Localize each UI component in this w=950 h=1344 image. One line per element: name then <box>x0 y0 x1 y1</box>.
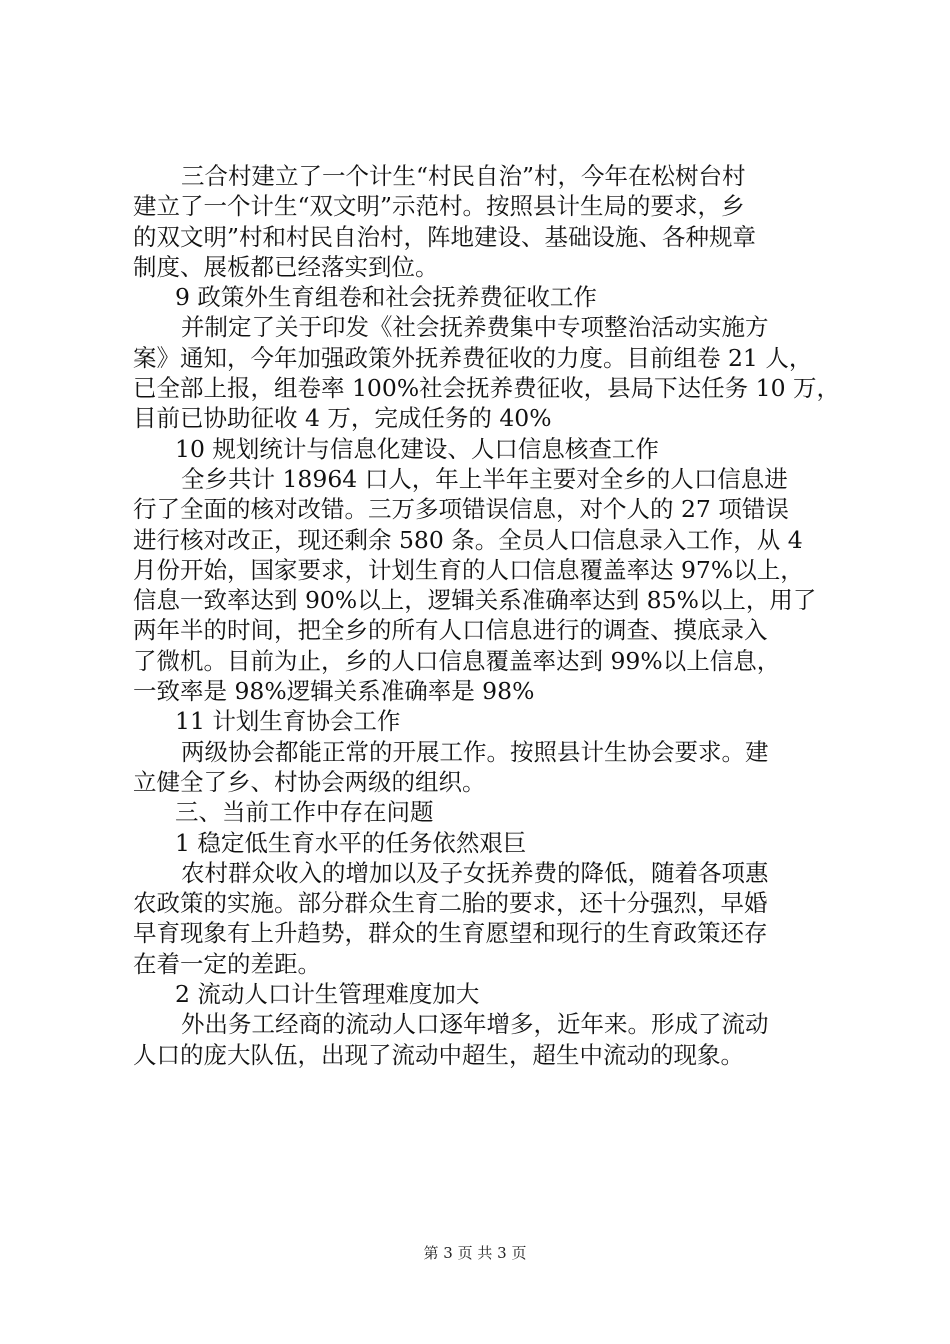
paragraph-line: 早育现象有上升趋势，群众的生育愿望和现行的生育政策还存 <box>133 919 768 948</box>
paragraph-line: 案》通知，今年加强政策外抚养费征收的力度。目前组卷 21 人， <box>133 343 813 372</box>
body-paragraph <box>133 312 840 433</box>
section-heading <box>133 434 833 464</box>
body-paragraph <box>133 858 833 979</box>
body-paragraph <box>133 737 833 798</box>
paragraph-line: 月份开始，国家要求，计划生育的人口信息覆盖率达 97%以上， <box>133 555 804 584</box>
section-heading <box>133 282 833 312</box>
heading-text: 10 规划统计与信息化建设、人口信息核查工作 <box>175 434 659 463</box>
paragraph-line: 的双文明”村和村民自治村，阵地建设、基础设施、各种规章 <box>133 222 757 251</box>
body-paragraph <box>133 161 833 282</box>
heading-text: 1 稳定低生育水平的任务依然艰巨 <box>175 828 527 857</box>
paragraph-line: 三合村建立了一个计生“村民自治”村，今年在松树台村 <box>181 162 746 190</box>
document-body <box>133 161 840 1070</box>
paragraph-line: 全乡共计 18964 口人，年上半年主要对全乡的人口信息进 <box>181 464 788 493</box>
body-paragraph <box>133 1009 833 1070</box>
paragraph-line: 行了全面的核对改错。三万多项错误信息，对个人的 27 项错误 <box>133 495 789 524</box>
heading-text: 9 政策外生育组卷和社会抚养费征收工作 <box>175 283 597 312</box>
paragraph-line: 两级协会都能正常的开展工作。按照县计生协会要求。建 <box>181 737 769 766</box>
paragraph-line: 目前已协助征收 4 万，完成任务的 40% <box>133 404 552 433</box>
heading-text: 三、当前工作中存在问题 <box>175 798 434 827</box>
section-heading <box>133 797 833 827</box>
section-heading <box>133 706 833 736</box>
section-heading <box>133 828 833 858</box>
page-footer: 第 3 页 共 3 页 <box>423 1244 527 1262</box>
section-heading <box>133 979 833 1009</box>
paragraph-line: 立健全了乡、村协会两级的组织。 <box>133 767 486 796</box>
body-paragraph <box>133 464 833 706</box>
heading-text: 11 计划生育协会工作 <box>175 707 401 736</box>
paragraph-line: 已全部上报，组卷率 100%社会抚养费征收，县局下达任务 10 万， <box>133 374 840 403</box>
paragraph-line: 外出务工经商的流动人口逐年增多，近年来。形成了流动 <box>181 1010 769 1039</box>
paragraph-line: 两年半的时间，把全乡的所有人口信息进行的调查、摸底录入 <box>133 616 768 645</box>
paragraph-line: 制度、展板都已经落实到位。 <box>133 252 439 281</box>
paragraph-line: 一致率是 98%逻辑关系准确率是 98% <box>133 677 535 706</box>
paragraph-line: 农政策的实施。部分群众生育二胎的要求，还十分强烈，早婚 <box>133 889 768 918</box>
paragraph-line: 建立了一个计生“双文明”示范村。按照县计生局的要求，乡 <box>133 192 745 221</box>
paragraph-line: 在着一定的差距。 <box>133 949 321 978</box>
paragraph-line: 信息一致率达到 90%以上，逻辑关系准确率达到 85%以上，用了 <box>133 586 817 615</box>
paragraph-line: 人口的庞大队伍，出现了流动中超生，超生中流动的现象。 <box>133 1040 744 1069</box>
paragraph-line: 农村群众收入的增加以及子女抚养费的降低，随着各项惠 <box>181 858 769 887</box>
heading-text: 2 流动人口计生管理难度加大 <box>175 980 480 1009</box>
paragraph-line: 了微机。目前为止，乡的人口信息覆盖率达到 99%以上信息， <box>133 646 781 675</box>
paragraph-line: 并制定了关于印发《社会抚养费集中专项整治活动实施方 <box>181 313 769 342</box>
paragraph-line: 进行核对改正，现还剩余 580 条。全员人口信息录入工作，从 4 <box>133 525 803 554</box>
